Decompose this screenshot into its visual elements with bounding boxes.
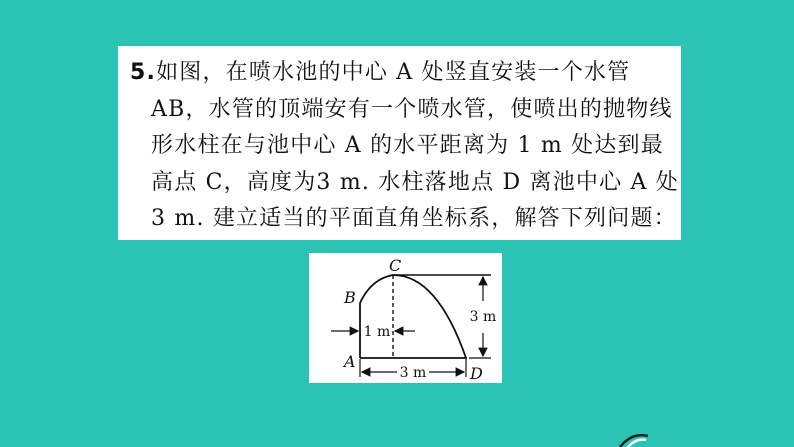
water-parabola (360, 275, 466, 358)
point-label-d: D (470, 364, 483, 383)
corner-decoration-icon (618, 430, 658, 447)
problem-line-1-text: 如图，在喷水池的中心 A 处竖直安装一个水管 (156, 60, 631, 85)
width-dimension-label: 3 m (399, 365, 427, 381)
offset-dimension-label: 1 m (363, 324, 391, 340)
problem-line-1 (130, 55, 669, 92)
problem-line-4: 高点 C，高度为3 m. 水柱落地点 D 离池中心 A 处 (151, 169, 679, 195)
height-dimension-label: 3 m (469, 309, 497, 325)
problem-line-3: 形水柱在与池中心 A 的水平距离为 1 m 处达到最 (151, 133, 664, 158)
fountain-diagram (309, 253, 502, 383)
problem-line-2: AB，水管的顶端安有一个喷水管，使喷出的抛物线 (151, 96, 673, 122)
point-label-a: A (344, 352, 356, 371)
point-label-b: B (344, 288, 356, 307)
point-label-c: C (389, 256, 402, 275)
problem-line-5: 3 m. 建立适当的平面直角坐标系，解答下列问题： (151, 206, 677, 231)
problem-number: 5. (130, 60, 157, 85)
fountain-figure (309, 253, 502, 383)
problem-statement (118, 46, 681, 240)
